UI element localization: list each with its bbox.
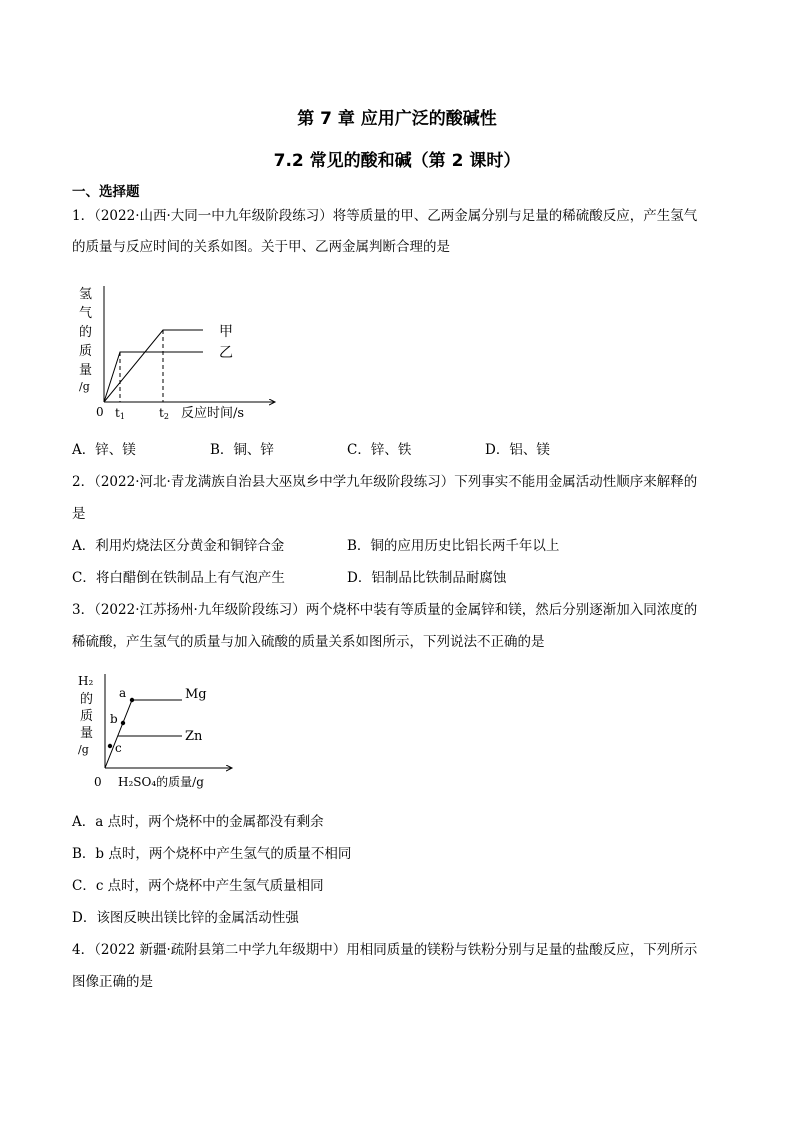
q2-option-b[interactable]: B．铜的应用历史比铝长两千年以上 (347, 538, 560, 554)
q1-option-c[interactable]: C．锌、铁 (347, 442, 412, 458)
q3-series-label-mg: Mg (185, 687, 207, 702)
q3-option-b[interactable]: B．b 点时，两个烧杯中产生氢气的质量不相同 (72, 846, 352, 862)
q3-point-b (121, 721, 125, 725)
q3-chart (72, 668, 252, 798)
q1-option-b[interactable]: B．铜、锌 (210, 442, 274, 458)
q1-tick-t1: t1 (115, 406, 125, 421)
q3-stem-line1: 3．（2022·江苏扬州·九年级阶段练习）两个烧杯中装有等质量的金属锌和镁，然后分别逐渐加入同浓度的 (72, 602, 698, 618)
q1-series-label-yi: 乙 (219, 345, 233, 361)
lesson-title: 7.2 常见的酸和碱（第 2 课时） (273, 151, 521, 171)
q1-stem-line2: 的质量与反应时间的关系如图。关于甲、乙两金属判断合理的是 (72, 239, 450, 255)
q4-stem-line2: 图像正确的是 (72, 974, 153, 990)
q2-option-c[interactable]: C．将白醋倒在铁制品上有气泡产生 (72, 570, 285, 586)
q3-xlabel: H₂SO₄的质量/g (118, 775, 204, 789)
q1-xlabel: 反应时间/s (181, 406, 245, 421)
q3-option-c[interactable]: C．c 点时，两个烧杯中产生氢气质量相同 (72, 878, 324, 894)
q3-ylabel-3: 量 (80, 726, 94, 741)
q3-series-mg (105, 700, 182, 768)
q1-ylabel-4: 量 (79, 363, 93, 378)
q3-label-c: c (115, 741, 122, 755)
q1-origin: 0 (96, 405, 104, 419)
q1-ylabel-1: 气 (79, 306, 93, 321)
q3-stem-line2: 稀硫酸，产生氢气的质量与加入硫酸的质量关系如图所示，下列说法不正确的是 (72, 634, 545, 650)
q1-series-yi (104, 352, 203, 402)
q1-option-d[interactable]: D．铝、镁 (485, 442, 550, 458)
q3-label-b: b (110, 712, 118, 726)
q1-ylabel-2: 的 (79, 325, 93, 340)
q2-stem-line1: 2．（2022·河北·青龙满族自治县大巫岚乡中学九年级阶段练习）下列事实不能用金属活动性顺序来解释的 (72, 474, 698, 490)
q1-ylabel-0: 氢 (79, 287, 93, 302)
q1-stem-line1: 1．（2022·山西·大同一中九年级阶段练习）将等质量的甲、乙两金属分别与足量的稀硫酸反应，产生氢气 (72, 208, 698, 224)
q3-option-d[interactable]: D．该图反映出镁比锌的金属活动性强 (72, 910, 299, 926)
q3-point-c (108, 744, 112, 748)
q1-tick-t2: t2 (159, 406, 169, 421)
q2-option-d[interactable]: D．铝制品比铁制品耐腐蚀 (347, 570, 507, 586)
q3-option-a[interactable]: A．a 点时，两个烧杯中的金属都没有剩余 (72, 814, 324, 830)
q2-option-a[interactable]: A．利用灼烧法区分黄金和铜锌合金 (72, 538, 285, 554)
q3-ylabel-4: /g (78, 743, 89, 756)
q3-label-a: a (119, 686, 127, 700)
q2-stem-line2: 是 (72, 506, 86, 522)
section-heading: 一、选择题 (72, 184, 140, 200)
q1-option-a[interactable]: A．锌、镁 (72, 442, 136, 458)
q1-chart (75, 280, 315, 430)
q1-ylabel-5: /g (79, 380, 90, 393)
q3-ylabel-1: 的 (80, 692, 94, 707)
q3-point-a (130, 698, 134, 702)
chapter-title: 第 7 章 应用广泛的酸碱性 (297, 109, 497, 129)
q3-series-label-zn: Zn (185, 729, 203, 744)
q3-ylabel-0: H₂ (78, 674, 94, 688)
q1-series-label-jia: 甲 (219, 324, 233, 340)
q4-stem-line1: 4．（2022 新疆·疏附县第二中学九年级期中）用相同质量的镁粉与铁粉分别与足量的盐酸反应，下列所示 (72, 942, 698, 958)
q1-series-jia (104, 330, 203, 402)
q1-ylabel-3: 质 (79, 344, 93, 359)
q3-ylabel-2: 质 (80, 709, 94, 724)
q3-origin: 0 (94, 775, 102, 789)
